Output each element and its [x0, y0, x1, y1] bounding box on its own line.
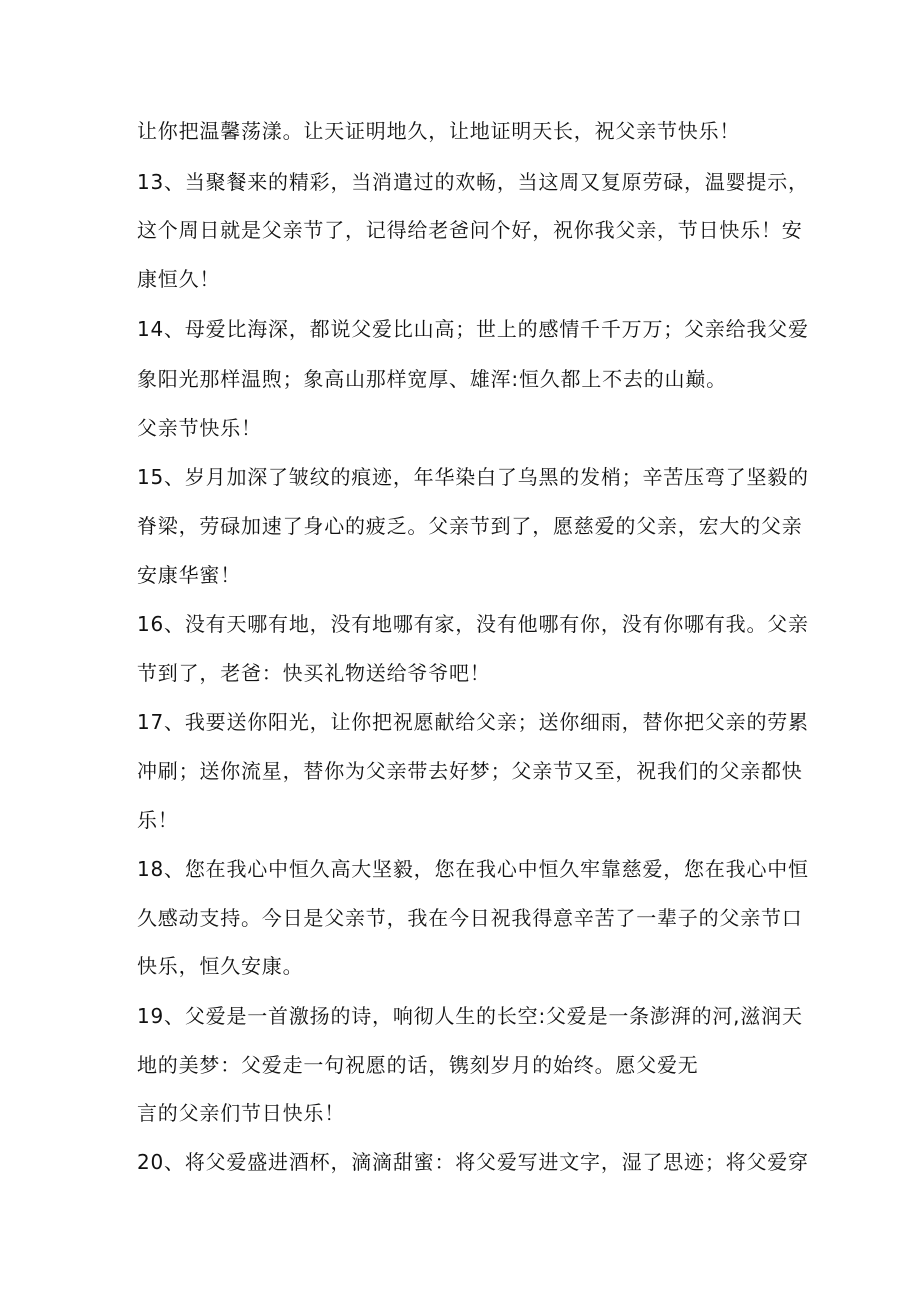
text-line: 17、我要送你阳光，让你把祝愿献给父亲；送你细雨，替你把父亲的劳累	[137, 710, 809, 734]
text-line: 14、母爱比海深，都说父爱比山高；世上的感情千千万万；父亲给我父爱	[137, 317, 809, 341]
text-line: 地的美梦：父爱走一句祝愿的话，镌刻岁月的始终。愿父爱无	[137, 1053, 699, 1077]
text-line: 冲刷；送你流星，替你为父亲带去好梦；父亲节又至，祝我们的父亲都快	[137, 759, 803, 783]
text-line: 言的父亲们节日快乐！	[137, 1101, 345, 1125]
text-line: 快乐，恒久安康。	[137, 954, 304, 978]
text-line: 久感动支持。今日是父亲节，我在今日祝我得意辛苦了一辈子的父亲节口	[137, 906, 803, 930]
text-line: 让你把温馨荡漾。让天证明地久，让地证明天长，祝父亲节快乐！	[137, 119, 741, 143]
text-line: 脊梁，劳碌加速了身心的疲乏。父亲节到了，愿慈爱的父亲，宏大的父亲	[137, 514, 803, 538]
text-line: 15、岁月加深了皱纹的痕迹，年华染白了乌黑的发梢；辛苦压弯了坚毅的	[137, 465, 809, 489]
text-line: 19、父爱是一首激扬的诗，响彻人生的长空:父爱是一条澎湃的河,滋润天	[137, 1004, 803, 1028]
text-line: 20、将父爱盛进酒杯，滴滴甜蜜：将父爱写进文字，湿了思迹；将父爱穿	[137, 1150, 809, 1174]
text-line: 康恒久！	[137, 267, 221, 291]
text-line: 节到了，老爸：快买礼物送给爷爷吧！	[137, 661, 491, 685]
text-line: 13、当聚餐来的精彩，当消遣过的欢畅，当这周又复原劳碌，温婴提示，	[137, 170, 809, 194]
text-line: 16、没有天哪有地，没有地哪有家，没有他哪有你，没有你哪有我。父亲	[137, 612, 809, 636]
text-line: 安康华蜜！	[137, 563, 241, 587]
text-line: 18、您在我心中恒久高大坚毅，您在我心中恒久牢靠慈爱，您在我心中恒	[137, 857, 809, 881]
text-line: 这个周日就是父亲节了，记得给老爸问个好，祝你我父亲，节日快乐！安	[137, 218, 803, 242]
text-line: 父亲节快乐！	[137, 416, 262, 440]
text-line: 乐！	[137, 808, 179, 832]
text-line: 象阳光那样温煦；象高山那样宽厚、雄浑:恒久都上不去的山巅。	[137, 367, 727, 391]
